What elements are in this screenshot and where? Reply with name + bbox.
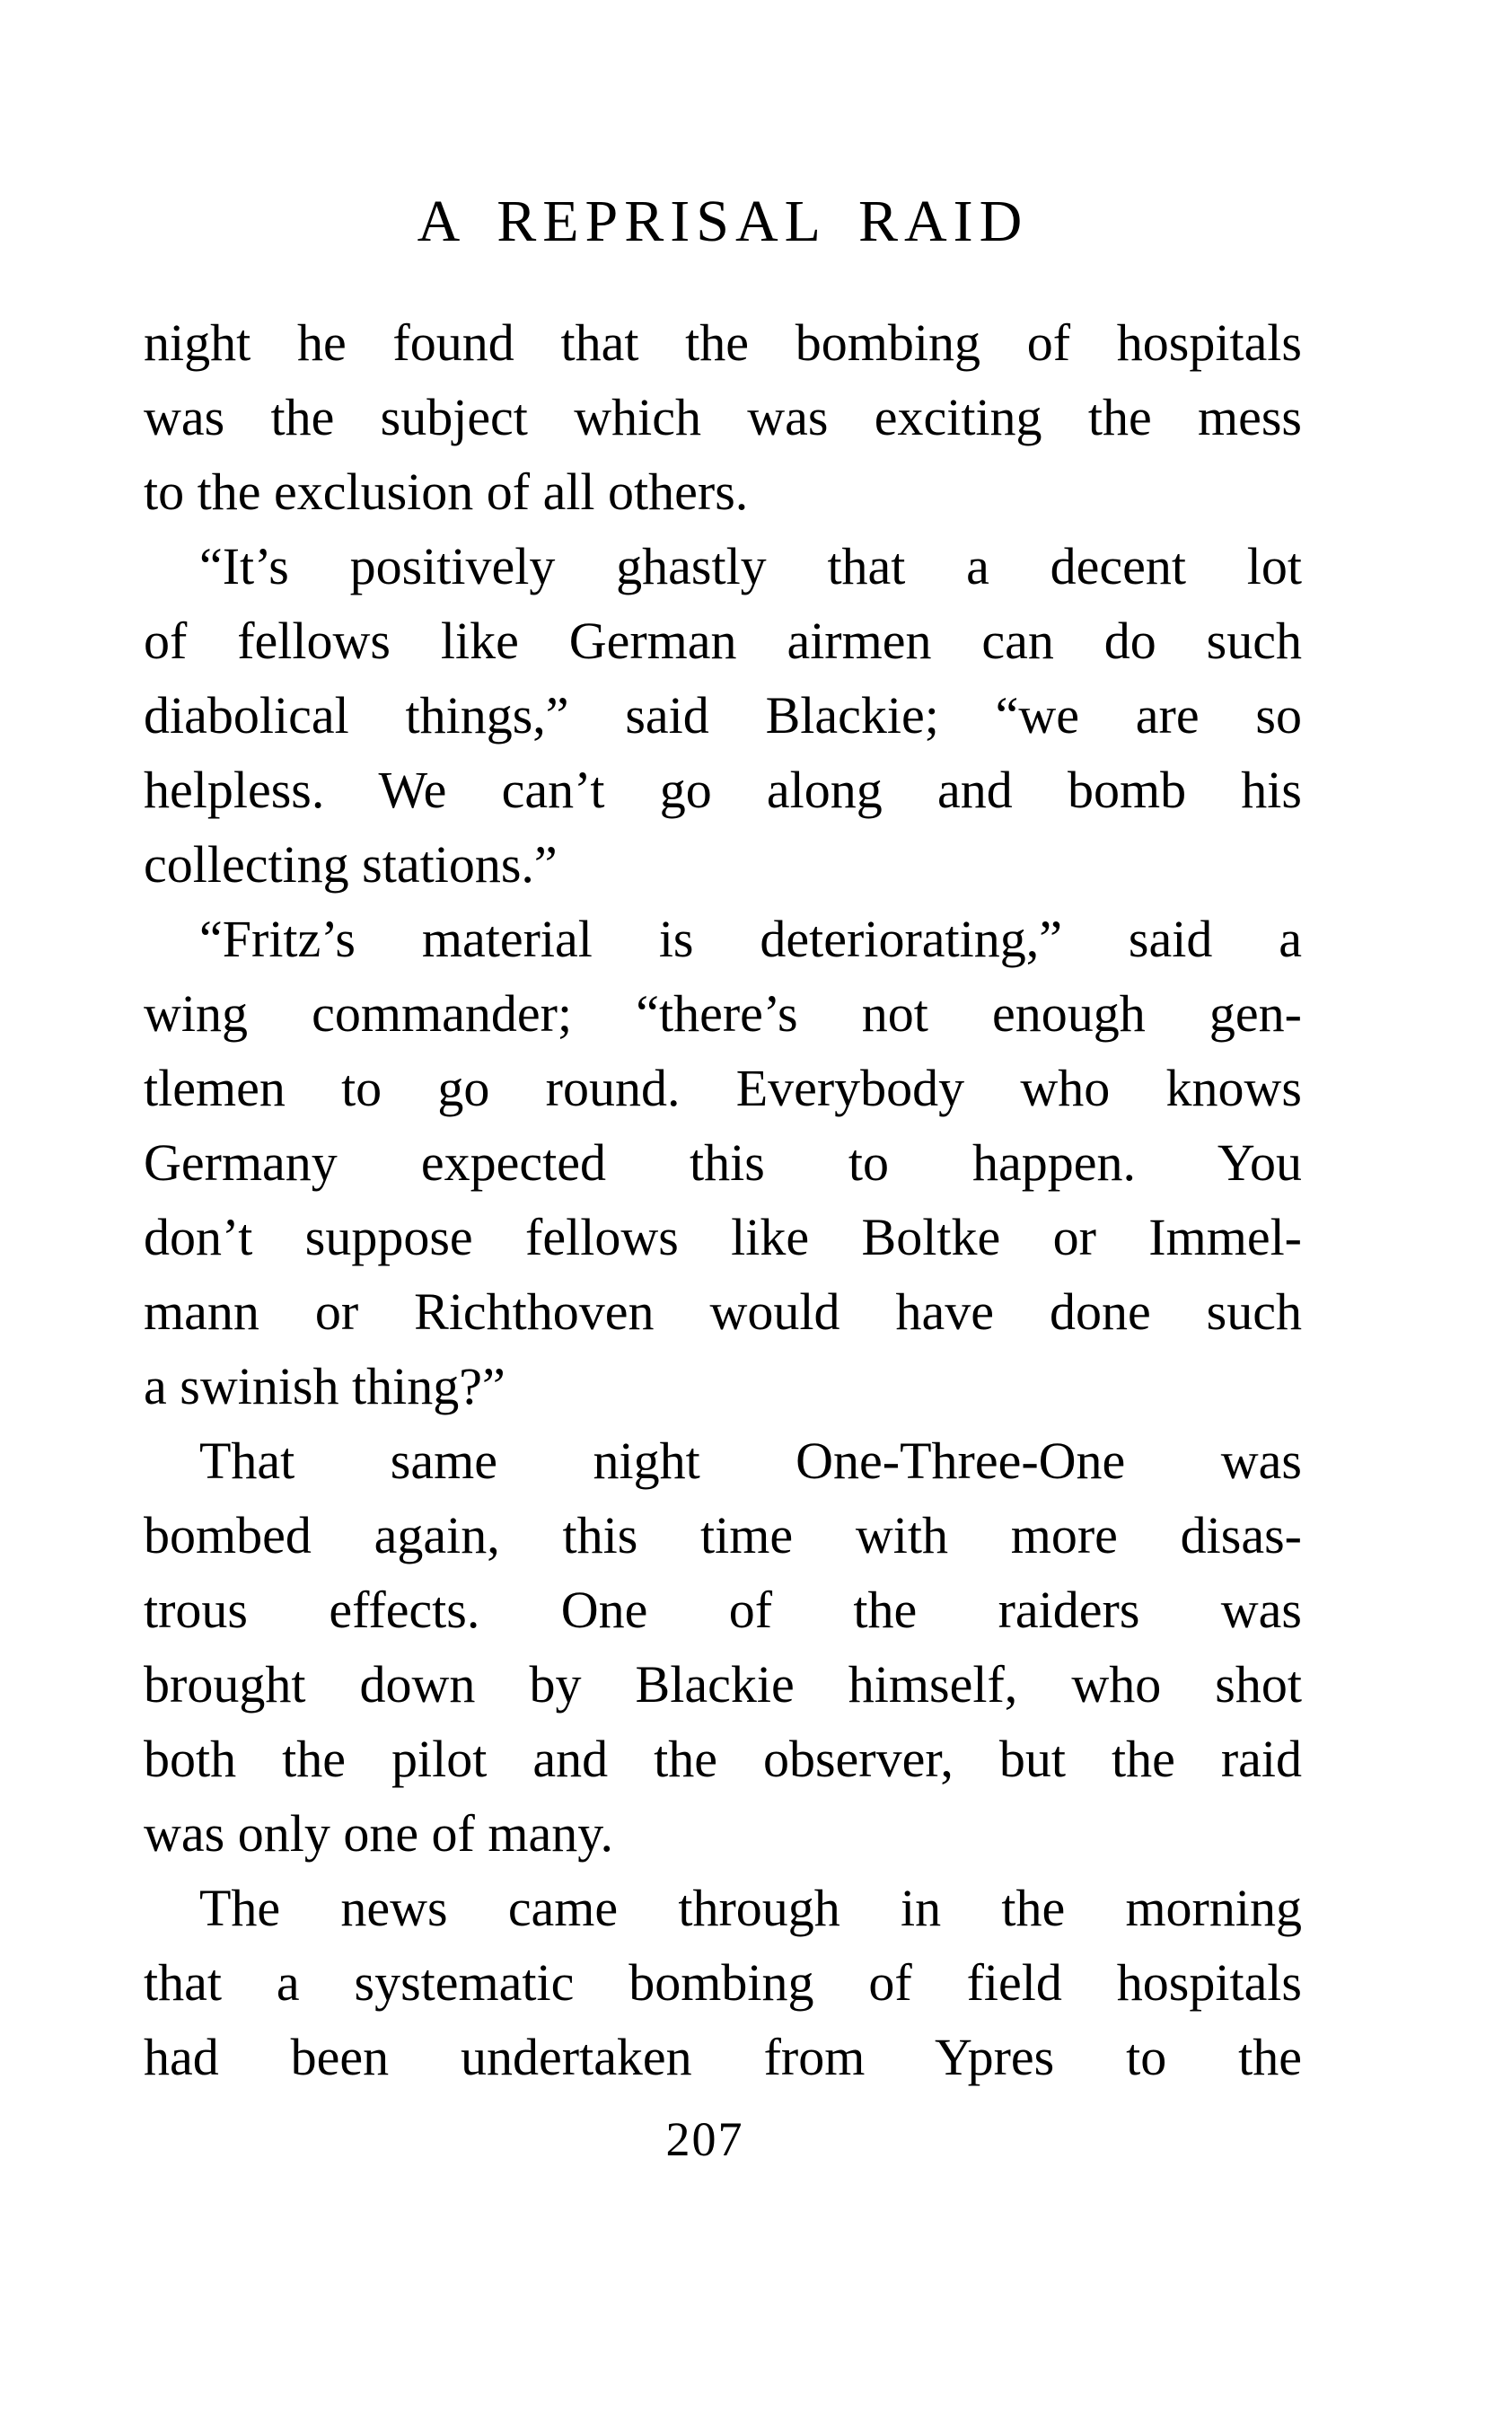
body-line: had been undertaken from Ypres to the — [144, 2028, 1302, 2086]
body-line: both the pilot and the observer, but the raid — [144, 1730, 1302, 1788]
body-line: of fellows like German airmen can do such — [144, 612, 1302, 670]
body-line: helpless. We can’t go along and bomb his — [144, 761, 1302, 819]
body-line: diabolical things,” said Blackie; “we are so — [144, 686, 1302, 744]
page-number: 207 — [665, 2112, 744, 2166]
body-line: “It’s positively ghastly that a decent lot — [199, 537, 1302, 595]
body-line: “Fritz’s material is deteriorating,” said a — [199, 910, 1302, 968]
body-line: wing commander; “there’s not enough gen- — [144, 984, 1302, 1043]
page-title: A REPRISAL RAID — [417, 189, 1029, 254]
body-text — [144, 305, 1302, 2094]
body-line: trous effects. One of the raiders was — [144, 1581, 1302, 1639]
body-line: was the subject which was exciting the mess — [144, 388, 1302, 446]
body-line: don’t suppose fellows like Boltke or Immel- — [144, 1208, 1302, 1266]
body-line: was only one of many. — [144, 1804, 613, 1863]
body-line: night he found that the bombing of hospitals — [144, 313, 1302, 372]
body-line: bombed again, this time with more disas- — [144, 1506, 1302, 1564]
body-line: The news came through in the morning — [199, 1879, 1302, 1937]
body-line: that a systematic bombing of field hospitals — [144, 1953, 1302, 2012]
body-line: brought down by Blackie himself, who shot — [144, 1655, 1302, 1714]
body-line: a swinish thing?” — [144, 1357, 505, 1415]
body-line: tlemen to go round. Everybody who knows — [144, 1059, 1302, 1117]
body-line: Germany expected this to happen. You — [144, 1133, 1302, 1192]
body-line: to the exclusion of all others. — [144, 463, 749, 521]
body-line: collecting stations.” — [144, 835, 558, 894]
body-line: That same night One-Three-One was — [199, 1432, 1302, 1490]
body-line: mann or Richthoven would have done such — [144, 1282, 1302, 1341]
